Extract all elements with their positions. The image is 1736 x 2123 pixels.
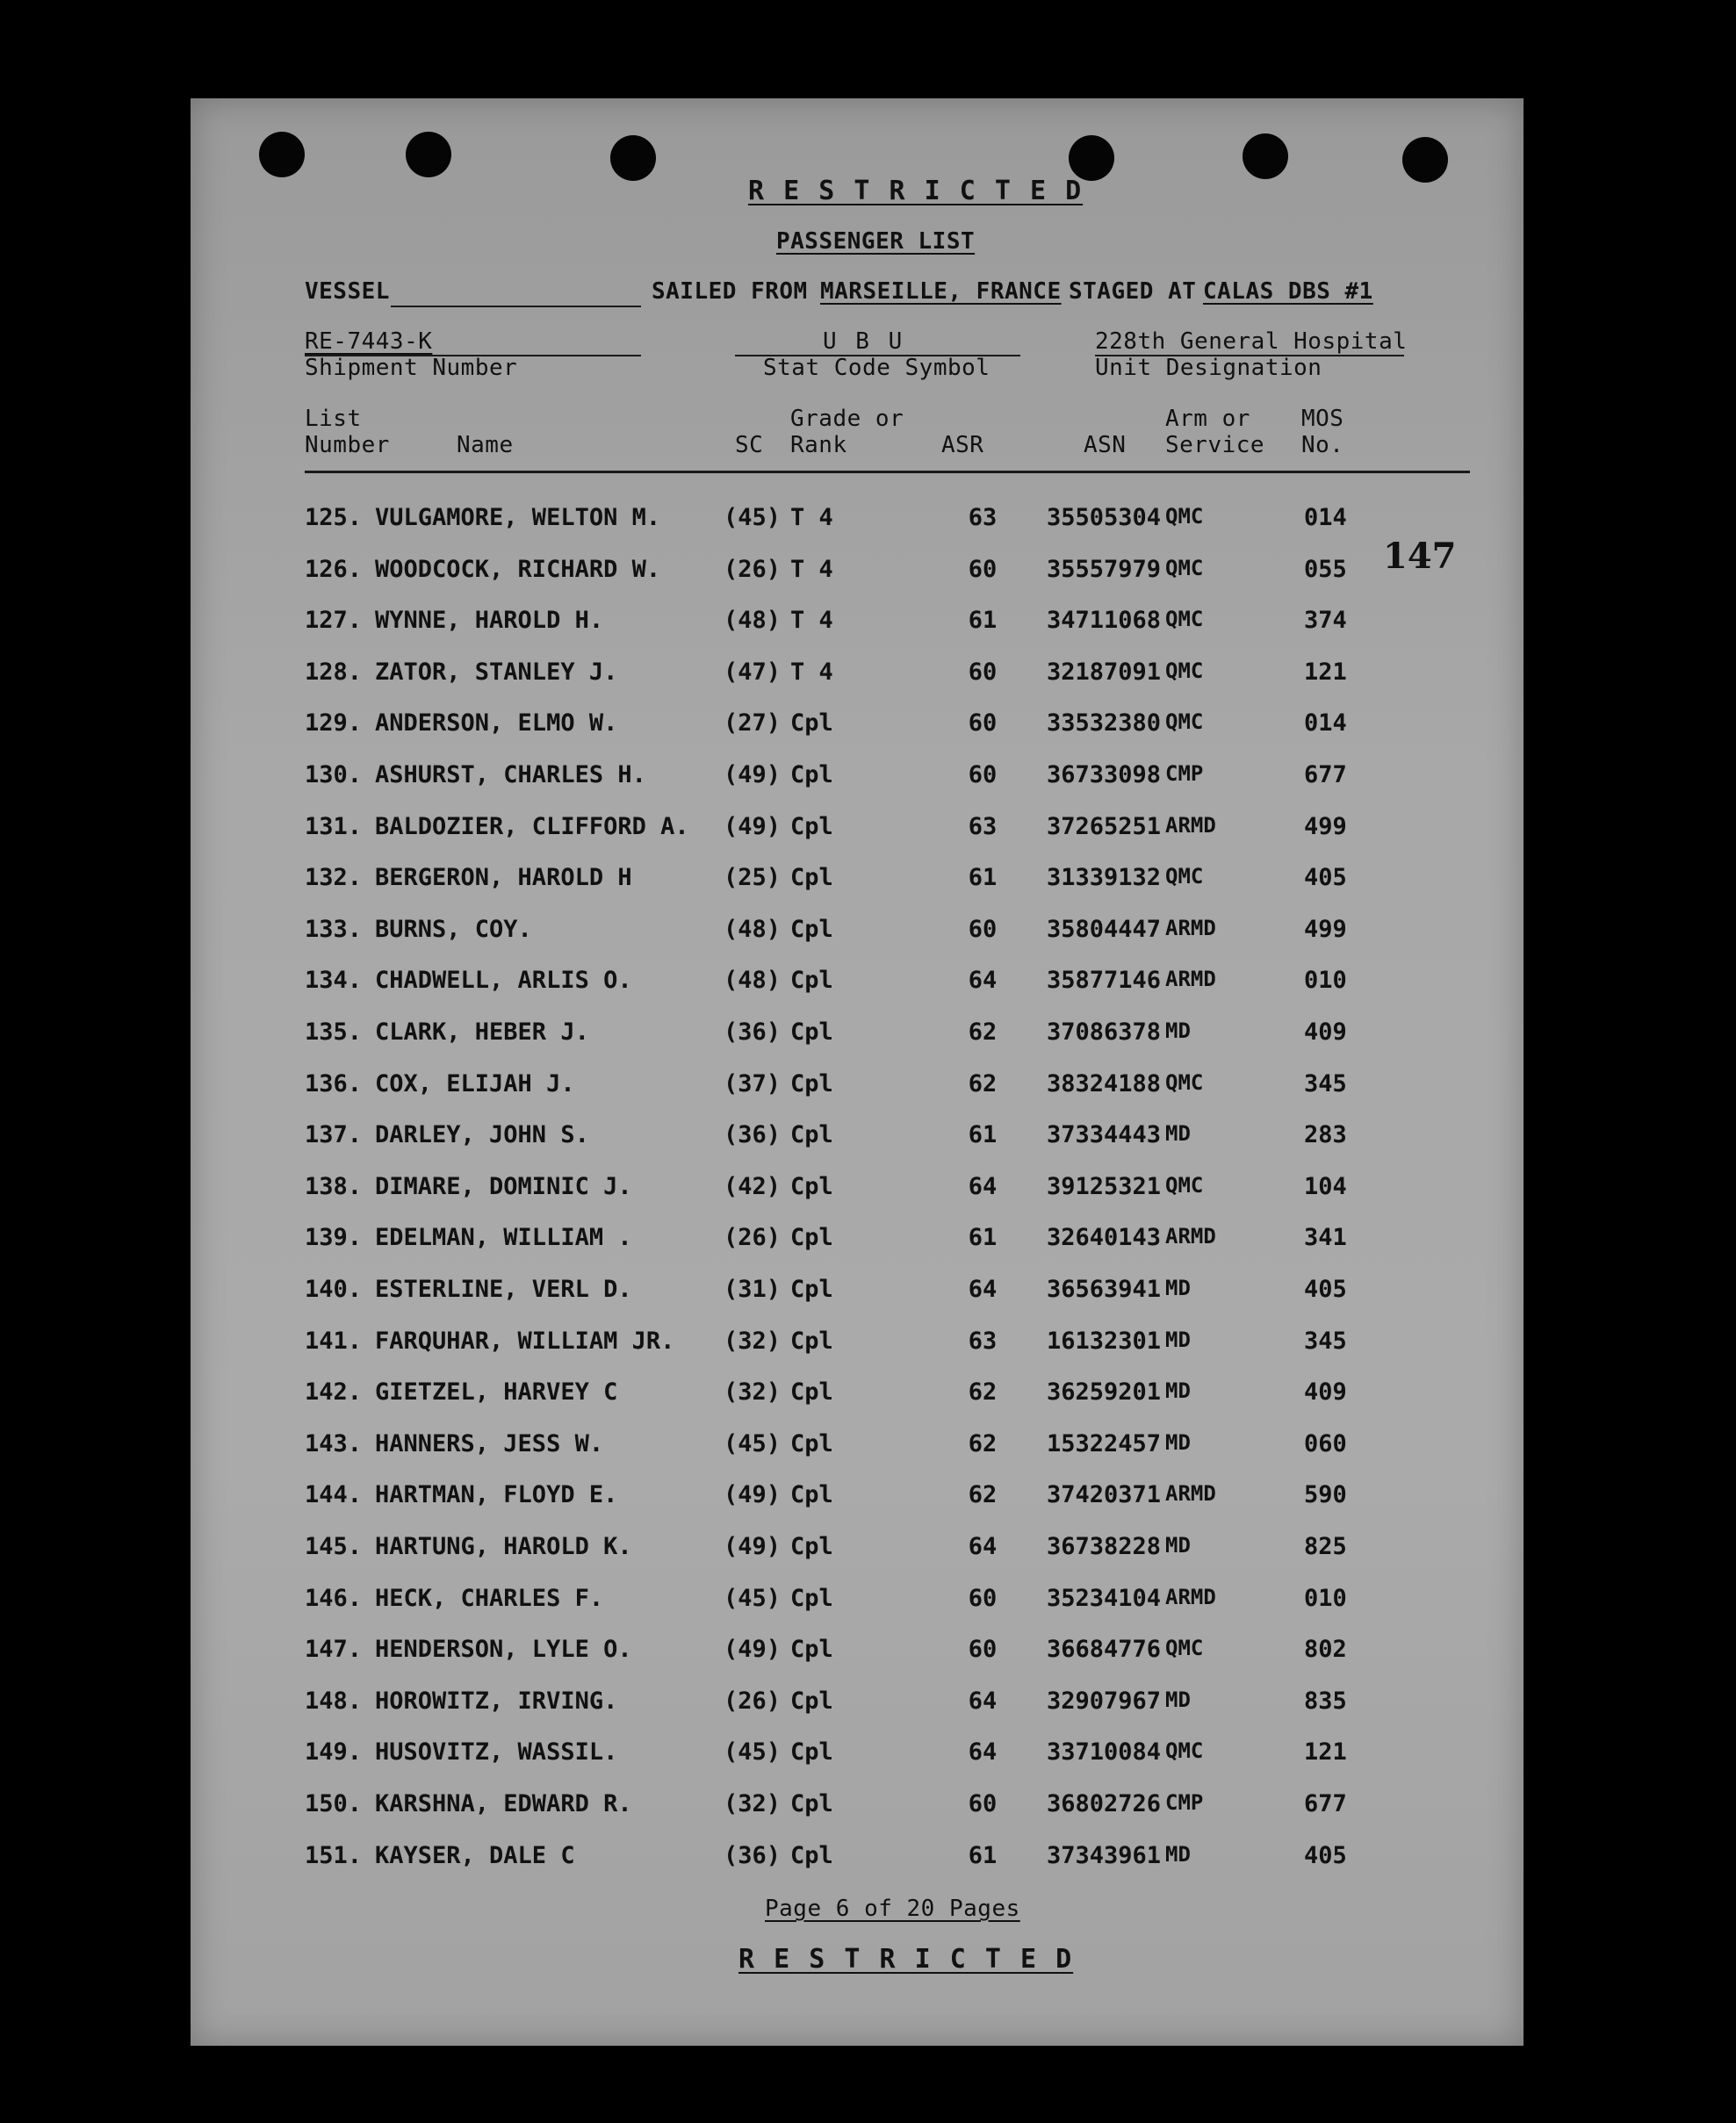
row-asr: 60: [968, 1585, 998, 1612]
row-list-number: 148.: [305, 1688, 363, 1715]
row-mos: 374: [1304, 607, 1347, 634]
row-arm-service: MD: [1165, 1842, 1191, 1867]
row-arm-service: CMP: [1165, 761, 1204, 786]
row-asn: 34711068: [1046, 607, 1161, 634]
staged-at-label: STAGED AT: [1069, 278, 1197, 305]
row-asr: 62: [968, 1378, 998, 1406]
row-asn: 36684776: [1046, 1636, 1161, 1663]
row-sc: (49): [724, 1533, 782, 1560]
row-arm-service: QMC: [1165, 504, 1204, 529]
row-list-number: 133.: [305, 916, 363, 943]
row-rank: T 4: [790, 658, 833, 686]
table-row: [191, 1533, 1524, 1568]
row-name: KARSHNA, EDWARD R.: [375, 1790, 632, 1817]
row-name: DARLEY, JOHN S.: [375, 1121, 589, 1148]
row-mos: 677: [1304, 761, 1347, 788]
sailed-from-label: SAILED FROM: [652, 278, 808, 305]
document-sheet: [191, 98, 1524, 2046]
row-list-number: 129.: [305, 709, 363, 737]
row-mos: 104: [1304, 1173, 1347, 1200]
row-list-number: 135.: [305, 1018, 363, 1046]
row-list-number: 128.: [305, 658, 363, 686]
row-list-number: 138.: [305, 1173, 363, 1200]
row-list-number: 144.: [305, 1481, 363, 1508]
row-mos: 014: [1304, 504, 1347, 531]
table-row: [191, 1688, 1524, 1723]
row-sc: (37): [724, 1070, 782, 1097]
row-rank: Cpl: [790, 1018, 833, 1046]
row-asr: 63: [968, 813, 998, 840]
row-sc: (49): [724, 1481, 782, 1508]
stamped-number: 147: [1383, 536, 1457, 577]
row-list-number: 150.: [305, 1790, 363, 1817]
row-rank: Cpl: [790, 709, 833, 737]
row-list-number: 125.: [305, 504, 363, 531]
row-rank: Cpl: [790, 1070, 833, 1097]
row-sc: (36): [724, 1121, 782, 1148]
row-asn: 36563941: [1046, 1276, 1161, 1303]
col-grade-2: Rank: [790, 432, 847, 458]
row-asn: 33710084: [1046, 1738, 1161, 1766]
row-name: VULGAMORE, WELTON M.: [375, 504, 661, 531]
row-arm-service: MD: [1165, 1533, 1191, 1558]
table-row: [191, 1585, 1524, 1620]
row-asn: 35557979: [1046, 556, 1161, 583]
row-name: CLARK, HEBER J.: [375, 1018, 589, 1046]
row-rank: Cpl: [790, 1378, 833, 1406]
row-arm-service: QMC: [1165, 607, 1204, 631]
row-sc: (32): [724, 1790, 782, 1817]
row-sc: (26): [724, 1224, 782, 1251]
col-grade-1: Grade or: [790, 406, 904, 432]
row-mos: 825: [1304, 1533, 1347, 1560]
row-asn: 37265251: [1046, 813, 1161, 840]
table-row: [191, 709, 1524, 745]
table-row: [191, 658, 1524, 694]
row-sc: (25): [724, 864, 782, 891]
col-name: Name: [457, 432, 514, 458]
row-name: WOODCOCK, RICHARD W.: [375, 556, 661, 583]
row-list-number: 130.: [305, 761, 363, 788]
row-asn: 37343961: [1046, 1842, 1161, 1869]
row-list-number: 145.: [305, 1533, 363, 1560]
row-asr: 61: [968, 1121, 998, 1148]
row-name: HENDERSON, LYLE O.: [375, 1636, 632, 1663]
row-name: ZATOR, STANLEY J.: [375, 658, 618, 686]
row-mos: 345: [1304, 1070, 1347, 1097]
row-list-number: 149.: [305, 1738, 363, 1766]
row-asn: 32187091: [1046, 658, 1161, 686]
unit-label: Unit Designation: [1095, 355, 1322, 381]
table-row: [191, 1070, 1524, 1105]
row-arm-service: MD: [1165, 1328, 1191, 1352]
table-row: [191, 1430, 1524, 1465]
page-indicator: Page 6 of 20 Pages: [765, 1896, 1020, 1922]
row-mos: 010: [1304, 967, 1347, 994]
row-arm-service: MD: [1165, 1378, 1191, 1403]
row-rank: T 4: [790, 556, 833, 583]
row-mos: 010: [1304, 1585, 1347, 1612]
row-asn: 35804447: [1046, 916, 1161, 943]
row-asn: 33532380: [1046, 709, 1161, 737]
row-sc: (36): [724, 1018, 782, 1046]
row-list-number: 151.: [305, 1842, 363, 1869]
col-arm-2: Service: [1165, 432, 1265, 458]
row-rank: Cpl: [790, 916, 833, 943]
row-asr: 64: [968, 967, 998, 994]
row-mos: 590: [1304, 1481, 1347, 1508]
shipment-label: Shipment Number: [305, 355, 518, 381]
table-row: [191, 1224, 1524, 1259]
row-rank: Cpl: [790, 864, 833, 891]
row-arm-service: QMC: [1165, 709, 1204, 734]
row-arm-service: MD: [1165, 1276, 1191, 1300]
row-sc: (48): [724, 967, 782, 994]
row-name: BALDOZIER, CLIFFORD A.: [375, 813, 689, 840]
col-sc: SC: [735, 432, 764, 458]
table-row: [191, 607, 1524, 642]
row-sc: (32): [724, 1328, 782, 1355]
row-sc: (45): [724, 1738, 782, 1766]
row-arm-service: MD: [1165, 1430, 1191, 1455]
table-row: [191, 1328, 1524, 1363]
table-row: [191, 916, 1524, 951]
row-name: WYNNE, HAROLD H.: [375, 607, 604, 634]
row-asn: 37334443: [1046, 1121, 1161, 1148]
row-asn: 36802726: [1046, 1790, 1161, 1817]
row-asr: 60: [968, 709, 998, 737]
row-sc: (45): [724, 1585, 782, 1612]
row-asn: 15322457: [1046, 1430, 1161, 1457]
row-list-number: 140.: [305, 1276, 363, 1303]
row-asr: 60: [968, 556, 998, 583]
row-list-number: 139.: [305, 1224, 363, 1251]
row-name: CHADWELL, ARLIS O.: [375, 967, 632, 994]
table-row: [191, 1481, 1524, 1516]
row-asr: 60: [968, 1790, 998, 1817]
row-mos: 802: [1304, 1636, 1347, 1663]
row-rank: Cpl: [790, 1224, 833, 1251]
table-row: [191, 1636, 1524, 1671]
row-list-number: 127.: [305, 607, 363, 634]
stat-code-symbol: U B U: [823, 328, 905, 355]
row-arm-service: ARMD: [1165, 1481, 1216, 1506]
row-mos: 341: [1304, 1224, 1347, 1251]
row-name: COX, ELIJAH J.: [375, 1070, 575, 1097]
row-asr: 64: [968, 1738, 998, 1766]
row-asn: 32907967: [1046, 1688, 1161, 1715]
row-asn: 16132301: [1046, 1328, 1161, 1355]
row-rank: Cpl: [790, 1688, 833, 1715]
row-arm-service: MD: [1165, 1121, 1191, 1146]
col-mos-1: MOS: [1301, 406, 1344, 432]
row-list-number: 131.: [305, 813, 363, 840]
unit-designation: 228th General Hospital: [1095, 328, 1408, 355]
row-asn: 36733098: [1046, 761, 1161, 788]
row-asn: 35234104: [1046, 1585, 1161, 1612]
row-name: ANDERSON, ELMO W.: [375, 709, 618, 737]
row-rank: Cpl: [790, 1328, 833, 1355]
row-list-number: 136.: [305, 1070, 363, 1097]
row-asn: 35505304: [1046, 504, 1161, 531]
row-asn: 37086378: [1046, 1018, 1161, 1046]
row-name: DIMARE, DOMINIC J.: [375, 1173, 632, 1200]
row-rank: T 4: [790, 504, 833, 531]
row-asn: 32640143: [1046, 1224, 1161, 1251]
row-arm-service: CMP: [1165, 1790, 1204, 1815]
table-row: [191, 504, 1524, 539]
row-asn: 37420371: [1046, 1481, 1161, 1508]
row-asr: 62: [968, 1430, 998, 1457]
row-arm-service: QMC: [1165, 658, 1204, 683]
row-rank: Cpl: [790, 1842, 833, 1869]
binder-hole: [610, 135, 656, 181]
row-mos: 409: [1304, 1018, 1347, 1046]
row-list-number: 126.: [305, 556, 363, 583]
col-arm-1: Arm or: [1165, 406, 1250, 432]
row-asr: 64: [968, 1173, 998, 1200]
row-name: HUSOVITZ, WASSIL.: [375, 1738, 618, 1766]
row-rank: Cpl: [790, 1276, 833, 1303]
row-rank: Cpl: [790, 1636, 833, 1663]
row-arm-service: QMC: [1165, 1636, 1204, 1660]
row-rank: Cpl: [790, 1430, 833, 1457]
row-mos: 283: [1304, 1121, 1347, 1148]
row-arm-service: QMC: [1165, 556, 1204, 580]
row-mos: 499: [1304, 813, 1347, 840]
table-row: [191, 1790, 1524, 1825]
row-asn: 36259201: [1046, 1378, 1161, 1406]
row-arm-service: QMC: [1165, 1738, 1204, 1763]
row-mos: 055: [1304, 556, 1347, 583]
row-arm-service: QMC: [1165, 1173, 1204, 1198]
vessel-blank-line: [391, 306, 641, 307]
row-list-number: 132.: [305, 864, 363, 891]
row-asr: 60: [968, 1636, 998, 1663]
row-rank: Cpl: [790, 1121, 833, 1148]
restricted-title-bottom: R E S T R I C T E D: [738, 1944, 1074, 1975]
row-sc: (49): [724, 761, 782, 788]
table-row: [191, 864, 1524, 899]
row-sc: (48): [724, 916, 782, 943]
row-arm-service: MD: [1165, 1018, 1191, 1043]
table-row: [191, 1018, 1524, 1054]
row-asr: 61: [968, 607, 998, 634]
row-sc: (48): [724, 607, 782, 634]
row-sc: (27): [724, 709, 782, 737]
row-list-number: 137.: [305, 1121, 363, 1148]
row-asr: 61: [968, 864, 998, 891]
row-list-number: 146.: [305, 1585, 363, 1612]
row-asn: 38324188: [1046, 1070, 1161, 1097]
row-name: KAYSER, DALE C: [375, 1842, 575, 1869]
row-mos: 409: [1304, 1378, 1347, 1406]
row-list-number: 143.: [305, 1430, 363, 1457]
row-asr: 62: [968, 1018, 998, 1046]
row-name: BURNS, COY.: [375, 916, 532, 943]
row-sc: (36): [724, 1842, 782, 1869]
row-asr: 61: [968, 1842, 998, 1869]
row-arm-service: QMC: [1165, 864, 1204, 889]
col-asr: ASR: [941, 432, 984, 458]
row-asr: 62: [968, 1070, 998, 1097]
row-mos: 121: [1304, 1738, 1347, 1766]
row-arm-service: ARMD: [1165, 1585, 1216, 1609]
row-list-number: 147.: [305, 1636, 363, 1663]
row-rank: Cpl: [790, 1585, 833, 1612]
row-asr: 63: [968, 1328, 998, 1355]
row-arm-service: ARMD: [1165, 813, 1216, 838]
row-rank: Cpl: [790, 813, 833, 840]
row-name: HANNERS, JESS W.: [375, 1430, 604, 1457]
passenger-list-title: PASSENGER LIST: [776, 228, 976, 255]
table-row: [191, 813, 1524, 848]
staged-at-place: CALAS DBS #1: [1203, 278, 1373, 305]
binder-hole: [1402, 137, 1448, 183]
vessel-label: VESSEL: [305, 278, 390, 305]
row-mos: 121: [1304, 658, 1347, 686]
table-row: [191, 1276, 1524, 1311]
row-name: BERGERON, HAROLD H: [375, 864, 632, 891]
row-name: EDELMAN, WILLIAM .: [375, 1224, 632, 1251]
row-sc: (49): [724, 813, 782, 840]
col-list-number-2: Number: [305, 432, 390, 458]
row-asr: 64: [968, 1276, 998, 1303]
row-rank: Cpl: [790, 1738, 833, 1766]
row-name: HECK, CHARLES F.: [375, 1585, 604, 1612]
row-sc: (49): [724, 1636, 782, 1663]
row-mos: 060: [1304, 1430, 1347, 1457]
row-name: FARQUHAR, WILLIAM JR.: [375, 1328, 675, 1355]
row-asn: 35877146: [1046, 967, 1161, 994]
header-divider: [305, 471, 1470, 473]
table-row: [191, 1378, 1524, 1414]
table-row: [191, 1738, 1524, 1774]
row-list-number: 142.: [305, 1378, 363, 1406]
binder-hole: [1069, 135, 1114, 181]
row-rank: Cpl: [790, 1790, 833, 1817]
col-asn: ASN: [1084, 432, 1127, 458]
row-rank: Cpl: [790, 967, 833, 994]
row-name: GIETZEL, HARVEY C: [375, 1378, 618, 1406]
table-row: [191, 556, 1524, 591]
row-mos: 835: [1304, 1688, 1347, 1715]
row-name: HOROWITZ, IRVING.: [375, 1688, 618, 1715]
table-row: [191, 1842, 1524, 1877]
row-sc: (26): [724, 556, 782, 583]
row-rank: Cpl: [790, 1481, 833, 1508]
row-name: HARTUNG, HAROLD K.: [375, 1533, 632, 1560]
shipment-number: RE-7443-K: [305, 328, 433, 355]
row-sc: (47): [724, 658, 782, 686]
row-asr: 60: [968, 658, 998, 686]
row-asr: 63: [968, 504, 998, 531]
row-list-number: 134.: [305, 967, 363, 994]
row-mos: 014: [1304, 709, 1347, 737]
row-list-number: 141.: [305, 1328, 363, 1355]
row-rank: T 4: [790, 607, 833, 634]
row-sc: (26): [724, 1688, 782, 1715]
col-mos-2: No.: [1301, 432, 1344, 458]
row-asr: 61: [968, 1224, 998, 1251]
row-mos: 345: [1304, 1328, 1347, 1355]
binder-hole: [406, 132, 451, 177]
row-name: ESTERLINE, VERL D.: [375, 1276, 632, 1303]
row-rank: Cpl: [790, 1173, 833, 1200]
row-name: HARTMAN, FLOYD E.: [375, 1481, 618, 1508]
row-rank: Cpl: [790, 1533, 833, 1560]
binder-hole: [259, 132, 305, 177]
table-row: [191, 1121, 1524, 1156]
binder-hole: [1243, 133, 1288, 179]
row-arm-service: QMC: [1165, 1070, 1204, 1095]
row-mos: 405: [1304, 1842, 1347, 1869]
stat-code-label: Stat Code Symbol: [763, 355, 990, 381]
restricted-title-top: R E S T R I C T E D: [748, 176, 1084, 206]
table-row: [191, 967, 1524, 1002]
table-row: [191, 761, 1524, 796]
row-asn: 31339132: [1046, 864, 1161, 891]
row-asn: 39125321: [1046, 1173, 1161, 1200]
row-arm-service: ARMD: [1165, 916, 1216, 940]
row-rank: Cpl: [790, 761, 833, 788]
row-arm-service: ARMD: [1165, 967, 1216, 991]
sailed-from-place: MARSEILLE, FRANCE: [820, 278, 1062, 305]
row-asr: 64: [968, 1688, 998, 1715]
row-mos: 499: [1304, 916, 1347, 943]
row-asr: 60: [968, 761, 998, 788]
row-sc: (45): [724, 504, 782, 531]
row-mos: 677: [1304, 1790, 1347, 1817]
row-sc: (32): [724, 1378, 782, 1406]
row-sc: (31): [724, 1276, 782, 1303]
row-mos: 405: [1304, 864, 1347, 891]
row-arm-service: MD: [1165, 1688, 1191, 1712]
row-asr: 60: [968, 916, 998, 943]
row-asn: 36738228: [1046, 1533, 1161, 1560]
col-list-number-1: List: [305, 406, 362, 432]
row-asr: 64: [968, 1533, 998, 1560]
row-mos: 405: [1304, 1276, 1347, 1303]
row-sc: (42): [724, 1173, 782, 1200]
row-arm-service: ARMD: [1165, 1224, 1216, 1249]
row-name: ASHURST, CHARLES H.: [375, 761, 646, 788]
row-sc: (45): [724, 1430, 782, 1457]
table-row: [191, 1173, 1524, 1208]
row-asr: 62: [968, 1481, 998, 1508]
